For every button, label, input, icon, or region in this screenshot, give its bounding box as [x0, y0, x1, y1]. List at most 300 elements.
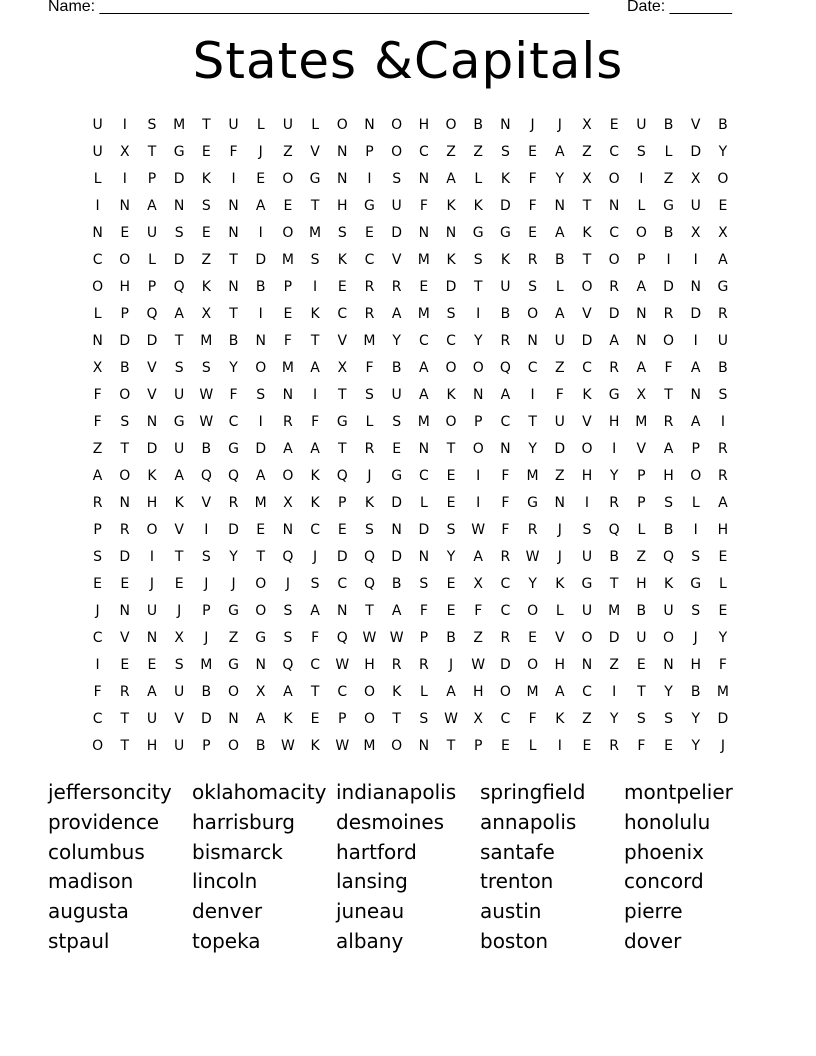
grid-letter: C [364, 251, 375, 268]
word-list-item: stpaul [48, 928, 110, 953]
grid-letter: D [690, 143, 702, 160]
grid-letter: F [664, 359, 673, 376]
page-title: States &Capitals [192, 32, 624, 90]
grid-letter: Q [173, 278, 185, 295]
grid-letter: M [309, 224, 322, 241]
grid-letter: D [690, 305, 702, 322]
grid-letter: C [337, 305, 348, 322]
grid-letter: G [717, 278, 729, 295]
grid-letter: R [609, 278, 620, 295]
grid-letter: A [718, 251, 728, 268]
grid-letter: M [526, 467, 539, 484]
word-list-item: phoenix [624, 839, 704, 864]
grid-letter: L [719, 575, 727, 592]
grid-letter: C [418, 467, 429, 484]
grid-letter: A [310, 602, 320, 619]
grid-letter: T [120, 440, 130, 457]
grid-letter: H [581, 467, 593, 484]
grid-letter: R [364, 305, 375, 322]
grid-letter: A [147, 197, 157, 214]
grid-letter: B [201, 440, 212, 457]
date-line: Date: _______ [627, 0, 732, 15]
word-list-item: providence [48, 809, 160, 834]
grid-letter: U [581, 548, 593, 565]
grid-letter: T [637, 683, 646, 700]
grid-letter: O [445, 116, 457, 133]
grid-letter: B [718, 359, 728, 376]
grid-letter: P [637, 251, 646, 268]
grid-letter: R [92, 494, 103, 511]
grid-letter: I [639, 170, 644, 187]
grid-letter: M [716, 683, 729, 700]
grid-letter: G [364, 197, 375, 214]
grid-letter: A [391, 305, 402, 322]
grid-letter: T [174, 548, 184, 565]
grid-letter: E [256, 521, 266, 538]
grid-letter: I [95, 197, 100, 214]
grid-letter: Y [229, 359, 238, 376]
grid-letter: N [337, 602, 348, 619]
grid-letter: D [500, 656, 511, 673]
grid-letter: D [581, 332, 593, 349]
grid-letter: Z [92, 440, 103, 457]
grid-letter: A [255, 197, 266, 214]
grid-letter: S [528, 278, 538, 295]
grid-letter: J [693, 629, 698, 646]
grid-letter: U [500, 278, 511, 295]
grid-letter: W [389, 629, 404, 646]
grid-letter: T [392, 710, 401, 727]
grid-letter: J [557, 548, 562, 565]
grid-letter: T [147, 143, 157, 160]
grid-letter: S [201, 548, 211, 565]
grid-letter: J [177, 602, 182, 619]
grid-letter: E [93, 575, 103, 592]
grid-letter: Y [555, 170, 565, 187]
grid-letter: G [608, 386, 620, 403]
grid-letter: I [258, 413, 263, 430]
grid-letter: P [365, 143, 374, 160]
grid-letter: A [554, 224, 565, 241]
grid-letter: K [201, 170, 211, 187]
grid-letter: L [555, 602, 564, 619]
grid-letter: X [255, 683, 266, 700]
grid-letter: O [92, 737, 104, 754]
grid-letter: H [337, 197, 348, 214]
grid-letter: T [174, 332, 184, 349]
grid-letter: F [637, 737, 646, 754]
grid-letter: B [663, 224, 674, 241]
grid-letter: D [119, 332, 131, 349]
grid-letter: W [525, 548, 540, 565]
grid-letter: Z [582, 143, 592, 160]
grid-letter: E [446, 494, 456, 511]
grid-letter: N [228, 278, 239, 295]
grid-letter: X [690, 170, 701, 187]
grid-letter: Z [446, 143, 456, 160]
grid-letter: W [362, 629, 377, 646]
grid-letter: T [582, 251, 592, 268]
grid-letter: N [255, 332, 266, 349]
grid-letter: K [392, 683, 402, 700]
grid-letter: K [310, 305, 320, 322]
grid-letter: J [720, 737, 725, 754]
grid-letter: R [391, 656, 402, 673]
grid-letter: R [663, 413, 674, 430]
grid-letter: S [365, 521, 374, 538]
grid-letter: O [146, 521, 158, 538]
grid-letter: P [338, 710, 347, 727]
grid-letter: L [419, 494, 428, 511]
grid-letter: R [718, 440, 728, 457]
grid-letter: N [500, 116, 511, 133]
grid-letter: O [527, 305, 539, 322]
grid-letter: F [229, 386, 238, 403]
grid-letter: O [445, 359, 457, 376]
grid-letter: F [229, 143, 238, 160]
grid-letter: C [609, 143, 620, 160]
grid-letter: O [581, 440, 593, 457]
grid-letter: K [500, 170, 510, 187]
grid-letter: B [718, 116, 728, 133]
grid-letter: R [718, 467, 728, 484]
grid-letter: K [201, 278, 211, 295]
grid-letter: L [365, 413, 374, 430]
grid-letter: A [174, 305, 184, 322]
grid-letter: T [473, 278, 483, 295]
grid-letter: L [474, 170, 483, 187]
grid-letter: N [527, 332, 538, 349]
grid-letter: O [499, 683, 511, 700]
grid-letter: W [335, 656, 350, 673]
grid-letter: N [418, 224, 430, 241]
grid-letter: U [146, 602, 158, 619]
grid-letter: O [391, 116, 403, 133]
grid-letter: S [365, 386, 374, 403]
grid-letter: Q [146, 305, 158, 322]
grid-letter: A [92, 467, 103, 484]
grid-letter: N [445, 224, 457, 241]
grid-letter: X [119, 143, 130, 160]
grid-letter: Y [392, 332, 401, 349]
grid-letter: J [258, 143, 263, 160]
grid-letter: I [258, 224, 263, 241]
grid-letter: D [228, 521, 239, 538]
grid-letter: E [446, 602, 456, 619]
grid-letter: P [473, 413, 483, 430]
grid-letter: E [337, 521, 347, 538]
grid-letter: C [310, 521, 320, 538]
grid-letter: D [391, 548, 403, 565]
grid-letter: I [122, 170, 127, 187]
grid-letter: N [554, 197, 566, 214]
grid-letter: Q [282, 548, 294, 565]
grid-letter: Z [473, 143, 484, 160]
grid-letter: K [446, 197, 456, 214]
grid-letter: R [527, 251, 538, 268]
grid-letter: K [582, 386, 592, 403]
grid-letter: S [174, 224, 184, 241]
grid-letter: W [335, 737, 350, 754]
grid-letter: I [149, 548, 155, 565]
grid-letter: K [446, 251, 456, 268]
grid-letter: V [310, 143, 320, 160]
grid-letter: P [637, 494, 646, 511]
grid-letter: I [476, 494, 481, 511]
grid-letter: S [691, 602, 701, 619]
grid-letter: E [664, 737, 673, 754]
grid-letter: Y [664, 683, 673, 700]
grid-letter: E [120, 224, 130, 241]
grid-letter: M [173, 116, 186, 133]
grid-letter: Y [528, 575, 537, 592]
grid-letter: A [174, 467, 184, 484]
grid-letter: P [147, 278, 157, 295]
grid-letter: V [174, 710, 184, 727]
grid-letter: S [120, 413, 130, 430]
word-list-item: bismarck [192, 839, 283, 864]
grid-letter: B [391, 575, 402, 592]
grid-letter: C [527, 359, 538, 376]
grid-letter: N [418, 170, 430, 187]
grid-letter: N [92, 332, 103, 349]
grid-letter: V [582, 413, 592, 430]
grid-letter: U [636, 116, 647, 133]
grid-letter: Y [718, 629, 728, 646]
grid-letter: N [554, 494, 566, 511]
grid-letter: G [255, 629, 267, 646]
grid-letter: E [120, 656, 130, 673]
grid-letter: N [282, 521, 294, 538]
grid-letter: K [473, 197, 483, 214]
grid-letter: B [500, 305, 511, 322]
grid-letter: I [476, 467, 481, 484]
grid-letter: A [636, 359, 647, 376]
grid-letter: P [120, 305, 129, 322]
grid-letter: C [92, 251, 103, 268]
grid-letter: R [391, 278, 402, 295]
grid-letter: J [149, 575, 155, 592]
grid-letter: D [200, 710, 212, 727]
word-list-item: topeka [192, 928, 261, 953]
grid-letter: N [636, 305, 647, 322]
grid-letter: K [500, 251, 510, 268]
grid-letter: X [690, 224, 701, 241]
grid-letter: B [446, 629, 456, 646]
grid-letter: I [693, 521, 698, 538]
grid-letter: U [92, 143, 103, 160]
grid-letter: T [446, 440, 456, 457]
grid-letter: N [119, 197, 131, 214]
grid-letter: A [718, 494, 728, 511]
grid-letter: E [419, 278, 429, 295]
grid-letter: J [448, 656, 454, 673]
grid-letter: I [476, 305, 481, 322]
grid-letter: S [664, 710, 673, 727]
letter-grid [84, 111, 737, 759]
grid-letter: J [530, 116, 535, 133]
grid-letter: P [691, 440, 700, 457]
grid-letter: O [255, 359, 267, 376]
grid-letter: D [391, 224, 403, 241]
grid-letter: X [92, 359, 103, 376]
grid-letter: M [200, 332, 213, 349]
grid-letter: F [501, 521, 510, 538]
header [48, 0, 732, 16]
grid-letter: H [663, 467, 674, 484]
grid-letter: M [254, 494, 267, 511]
grid-letter: Q [499, 359, 511, 376]
grid-letter: I [666, 251, 671, 268]
grid-letter: N [690, 386, 701, 403]
grid-letter: L [419, 683, 428, 700]
grid-letter: V [391, 251, 402, 268]
grid-letter: J [367, 467, 372, 484]
word-list-item: augusta [48, 899, 129, 924]
grid-letter: O [445, 413, 457, 430]
grid-letter: V [147, 386, 157, 403]
grid-letter: G [499, 224, 511, 241]
grid-letter: M [417, 413, 430, 430]
grid-letter: N [173, 197, 185, 214]
grid-letter: F [93, 413, 102, 430]
grid-letter: U [663, 602, 674, 619]
grid-letter: A [500, 386, 511, 403]
grid-letter: Y [473, 332, 483, 349]
grid-letter: E [718, 602, 728, 619]
grid-letter: J [204, 575, 209, 592]
word-list-item: boston [480, 928, 549, 953]
grid-letter: K [446, 386, 456, 403]
grid-letter: E [500, 737, 510, 754]
grid-letter: J [231, 575, 236, 592]
grid-letter: U [174, 683, 185, 700]
grid-letter: M [363, 332, 376, 349]
grid-letter: I [612, 440, 617, 457]
grid-letter: V [554, 629, 565, 646]
grid-letter: A [283, 440, 293, 457]
grid-letter: T [528, 413, 537, 430]
grid-letter: J [557, 116, 562, 133]
grid-letter: A [473, 548, 483, 565]
grid-letter: S [174, 359, 184, 376]
grid-letter: O [119, 386, 131, 403]
grid-letter: Y [528, 440, 537, 457]
grid-letter: Q [608, 521, 620, 538]
grid-letter: N [391, 521, 402, 538]
grid-letter: E [528, 629, 538, 646]
grid-letter: A [636, 278, 647, 295]
grid-letter: A [690, 359, 701, 376]
grid-letter: Z [663, 170, 674, 187]
grid-letter: R [609, 494, 620, 511]
grid-letter: I [557, 737, 562, 754]
grid-letter: E [636, 656, 646, 673]
word-list-item: hartford [336, 839, 417, 864]
grid-letter: L [93, 170, 102, 187]
grid-letter: D [391, 494, 403, 511]
grid-letter: I [313, 386, 318, 403]
word-list-item: jeffersoncity [48, 780, 172, 804]
grid-letter: K [337, 251, 347, 268]
grid-letter: Z [554, 467, 565, 484]
grid-letter: P [473, 737, 483, 754]
grid-letter: G [228, 602, 239, 619]
word-list-item: lansing [336, 869, 408, 894]
word-list-item: austin [480, 899, 542, 924]
grid-letter: O [472, 440, 484, 457]
grid-letter: A [554, 683, 565, 700]
grid-letter: O [635, 224, 647, 241]
grid-letter: O [92, 278, 104, 295]
grid-letter: O [363, 683, 375, 700]
grid-letter: I [367, 170, 372, 187]
grid-letter: F [718, 656, 727, 673]
word-list-item: honolulu [624, 809, 711, 834]
grid-letter: E [174, 575, 184, 592]
word-list-item: santafe [480, 839, 555, 864]
grid-letter: A [446, 170, 456, 187]
grid-letter: H [119, 278, 131, 295]
grid-letter: N [255, 656, 266, 673]
grid-letter: C [500, 602, 511, 619]
grid-letter: U [636, 629, 647, 646]
grid-letter: T [120, 737, 130, 754]
grid-letter: L [664, 143, 673, 160]
grid-letter: A [310, 359, 320, 376]
grid-letter: L [555, 278, 564, 295]
grid-letter: O [282, 467, 294, 484]
name-line: Name: _______________________________________________________ [48, 0, 589, 15]
grid-letter: E [256, 170, 266, 187]
grid-letter: B [201, 683, 212, 700]
grid-letter: V [582, 305, 592, 322]
grid-letter: D [119, 548, 131, 565]
grid-letter: S [201, 359, 211, 376]
grid-letter: T [446, 737, 456, 754]
grid-letter: D [146, 440, 158, 457]
grid-letter: N [228, 197, 239, 214]
grid-letter: H [472, 683, 484, 700]
grid-letter: I [612, 683, 617, 700]
grid-letter: R [500, 629, 511, 646]
grid-letter: M [281, 251, 294, 268]
grid-letter: U [581, 602, 593, 619]
grid-letter: R [119, 521, 130, 538]
grid-letter: X [174, 629, 184, 646]
grid-letter: Q [363, 548, 375, 565]
grid-letter: R [609, 737, 620, 754]
grid-letter: R [364, 440, 375, 457]
grid-letter: E [283, 197, 293, 214]
grid-letter: X [582, 116, 592, 133]
grid-letter: M [526, 683, 539, 700]
grid-letter: G [228, 440, 239, 457]
grid-letter: T [310, 197, 320, 214]
grid-letter: S [174, 656, 184, 673]
grid-letter: L [93, 305, 102, 322]
grid-letter: H [717, 521, 729, 538]
grid-letter: K [147, 467, 157, 484]
grid-letter: C [500, 710, 511, 727]
grid-letter: G [228, 656, 239, 673]
grid-letter: B [119, 359, 130, 376]
grid-letter: D [500, 197, 511, 214]
grid-letter: W [471, 656, 486, 673]
grid-letter: F [283, 332, 292, 349]
grid-letter: D [663, 278, 674, 295]
grid-letter: D [418, 521, 430, 538]
